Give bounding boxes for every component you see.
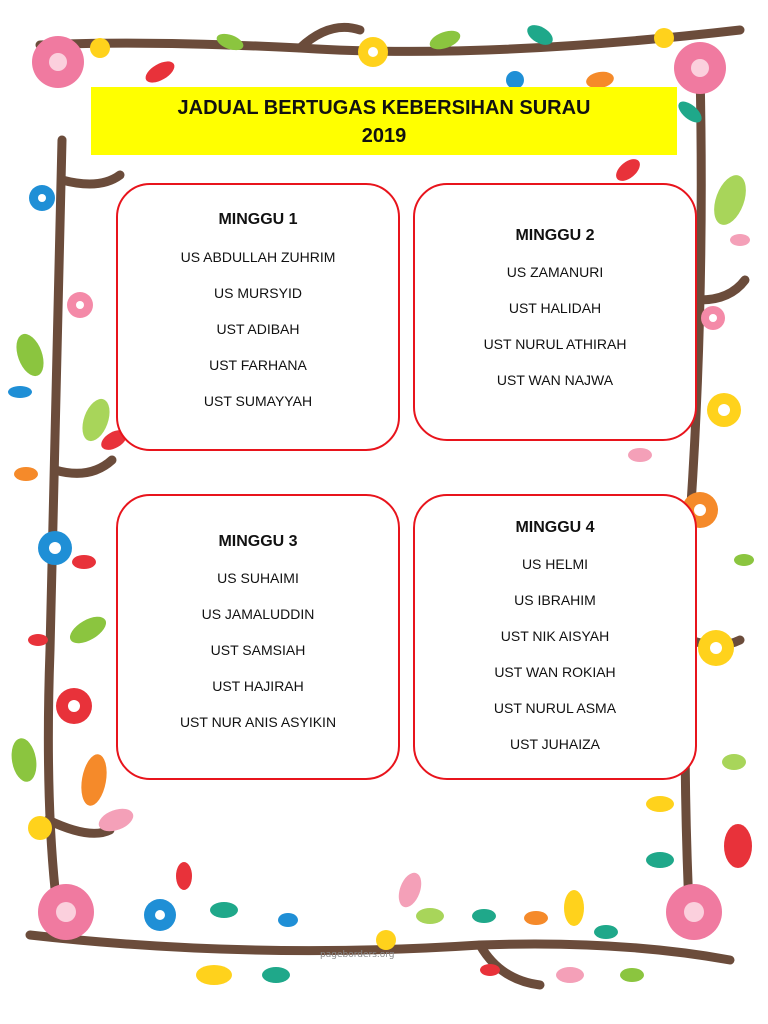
duty-name: US SUHAIMI	[217, 570, 299, 586]
duty-name: UST HALIDAH	[508, 300, 602, 316]
duty-name: US IBRAHIM	[514, 592, 596, 608]
duty-name: UST NIK AISYAH	[500, 628, 610, 644]
duty-name: UST ADIBAH	[216, 321, 300, 337]
duty-name: US JAMALUDDIN	[201, 606, 315, 622]
page-year: 2019	[361, 125, 407, 147]
week-card-4	[413, 494, 697, 780]
duty-name: UST WAN NAJWA	[496, 372, 614, 388]
duty-name: UST JUHAIZA	[510, 736, 600, 752]
duty-name: US ABDULLAH ZUHRIM	[180, 249, 336, 265]
duty-name: UST HAJIRAH	[212, 678, 304, 694]
duty-name: US ZAMANURI	[506, 264, 604, 280]
duty-name: UST FARHANA	[209, 357, 307, 373]
week-heading: MINGGU 1	[218, 211, 298, 228]
week-heading: MINGGU 3	[218, 533, 298, 550]
duty-name: UST NUR ANIS ASYIKIN	[179, 714, 337, 730]
watermark: pageborders.org	[320, 950, 395, 960]
week-card-2	[413, 183, 697, 441]
week-heading: MINGGU 4	[515, 519, 595, 536]
duty-name: US MURSYID	[214, 285, 302, 301]
duty-name: UST SUMAYYAH	[203, 393, 313, 409]
week-card-1	[116, 183, 400, 451]
duty-name: UST NURUL ATHIRAH	[483, 336, 627, 352]
week-card-3	[116, 494, 400, 780]
week-heading: MINGGU 2	[515, 227, 595, 244]
duty-name: UST SAMSIAH	[210, 642, 306, 658]
duty-name: UST WAN ROKIAH	[494, 664, 616, 680]
page-title: JADUAL BERTUGAS KEBERSIHAN SURAU	[177, 97, 591, 119]
title-banner	[91, 87, 677, 155]
duty-name: US HELMI	[521, 556, 589, 572]
duty-name: UST NURUL ASMA	[493, 700, 617, 716]
